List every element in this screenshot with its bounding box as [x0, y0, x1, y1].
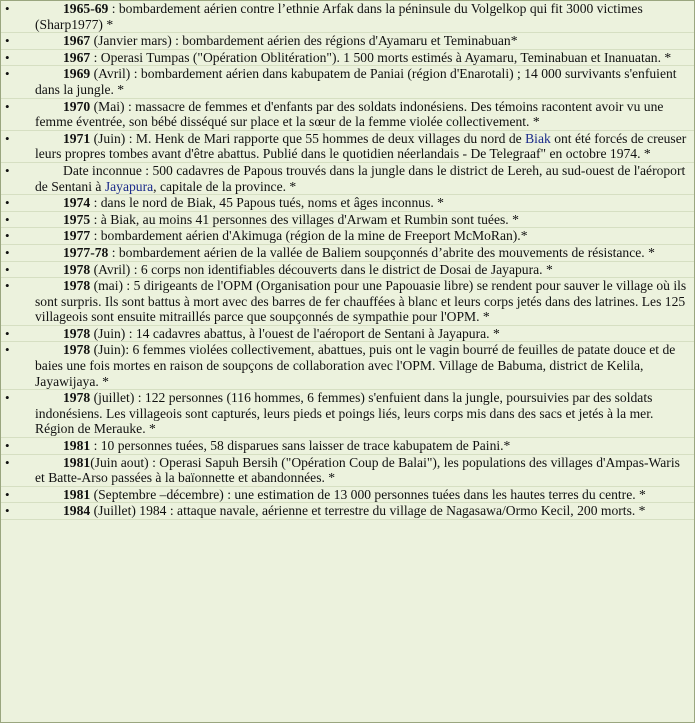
event-year: 1978 — [63, 342, 91, 358]
event-year: 1967 — [63, 33, 91, 49]
bullet-icon: • — [5, 244, 10, 260]
bullet-icon: • — [5, 390, 10, 406]
event-text: : 10 personnes tuées, 58 disparues sans laisser de trace kabupatem de Paini.* — [90, 438, 511, 454]
event-text: : bombardement aérien d'Akimuga (région de la mine de Freeport McMoRan).* — [90, 228, 528, 244]
event-year: 1978 — [63, 390, 91, 406]
list-item — [1, 212, 694, 229]
event-year: 1981 — [63, 454, 91, 470]
event-text: : dans le nord de Biak, 45 Papous tués, noms et âges inconnus. * — [90, 195, 444, 211]
event-date: (juillet) — [90, 390, 135, 406]
bullet-icon: • — [5, 454, 10, 470]
event-text: : bombardement aérien de la vallée de Baliem soupçonnés d’abrite des mouvements de résistance. * — [108, 244, 655, 260]
event-text: : Operasi Sapuh Bersih ("Opération Coup de Balai"), les populations des villages d'Ampas-Waris et Batte-Arso passées à la baïonnette et abandonnées. * — [35, 454, 680, 486]
list-item — [1, 50, 694, 67]
event-text-continued: , capitale de la province. * — [153, 178, 297, 194]
event-year: 1978 — [63, 325, 91, 341]
event-text: : une estimation de 13 000 personnes tuées dans les hautes terres du centre. * — [223, 486, 646, 502]
event-text: : bombardement aérien dans kabupatem de Paniai (région d'Enarotali) ; 14 000 survivants s'enfuient dans la jungle. * — [35, 66, 677, 97]
list-item — [1, 326, 694, 343]
list-item — [1, 262, 694, 279]
bullet-icon: • — [5, 49, 10, 65]
list-item — [1, 66, 694, 98]
list-item — [1, 487, 694, 504]
event-year: 1978 — [63, 278, 91, 294]
bullet-icon: • — [5, 503, 10, 519]
place-link[interactable]: Biak — [525, 130, 551, 146]
event-year: 1969 — [63, 66, 91, 82]
list-item — [1, 131, 694, 163]
bullet-icon: • — [5, 325, 10, 341]
event-year: 1978 — [63, 261, 91, 277]
bullet-icon: • — [5, 438, 10, 454]
event-year: 1967 — [63, 49, 91, 65]
bullet-icon: • — [5, 195, 10, 211]
list-item — [1, 99, 694, 131]
list-item — [1, 342, 694, 390]
bullet-icon: • — [5, 1, 10, 16]
event-year: 1974 — [63, 195, 91, 211]
bullet-icon: • — [5, 228, 10, 244]
event-text: : Operasi Tumpas ("Opération Oblitération"). 1 500 morts estimés à Ayamaru, Teminabuan et Inanuatan. * — [90, 49, 672, 65]
event-text: : 122 personnes (116 hommes, 6 femmes) s'enfuient dans la jungle, poursuivies par des soldats indonésiens. Les villageois sont capturés, leurs pieds et poings liés, leurs corps mis dans des sacs et jetés à la mer. Région de Merauke. * — [35, 390, 654, 437]
bullet-icon: • — [5, 162, 10, 178]
event-text: : massacre de femmes et d'enfants par des soldats indonésiens. Des témoins racontent avoir vu une femme éventrée, son bébé disséqué sur place et la sœur de la femme violée collectivement. * — [35, 98, 664, 130]
bullet-icon: • — [5, 278, 10, 294]
list-item — [1, 455, 694, 487]
event-text: : 6 femmes violées collectivement, abattues, puis ont le vagin bourré de feuilles de patate douce et de baies une fois mortes en raison de soupçons de collaboration avec l'OPM. Village de Babuma, district de Kelila, Jayawijaya. * — [35, 342, 676, 389]
event-text-continued: ont été forcés de creuser leurs propres tombes avant d'être abattus. Publié dans le quotidien néerlandais - De Telegraaf" en octobre 1974. * — [35, 130, 687, 162]
event-date: (Juin) — [90, 130, 126, 146]
bullet-icon: • — [5, 261, 10, 277]
event-text: : 5 dirigeants de l'OPM (Organisation pour une Papouasie libre) se rendent pour sauver le village où ils sont surpris. Ils sont battus à mort avec des barres de fer chauffées à blanc et leurs corps jetés dans des latrines. Les 125 villageois sont ensuite mitraillés parce que soupçonnés de sympathie pour l'OPM. * — [35, 278, 687, 325]
event-date: (Avril) — [90, 66, 131, 82]
list-item — [1, 33, 694, 50]
event-text: : M. Henk de Mari rapporte que 55 hommes de deux villages du nord de — [125, 130, 526, 146]
list-item — [1, 278, 694, 326]
bullet-icon: • — [5, 33, 10, 49]
event-date: (Janvier mars) — [90, 33, 172, 49]
event-date: (Avril) — [90, 261, 131, 277]
event-text: : 14 cadavres abattus, à l'ouest de l'aéroport de Sentani à Jayapura. * — [125, 325, 500, 341]
event-year: 1984 — [63, 503, 91, 519]
bullet-icon: • — [5, 486, 10, 502]
bullet-icon: • — [5, 211, 10, 227]
list-item — [1, 1, 694, 33]
bullet-icon: • — [5, 342, 10, 358]
bullet-icon: • — [5, 98, 10, 114]
event-text: : 6 corps non identifiables découverts dans le district de Dosai de Jayapura. * — [130, 261, 553, 277]
event-date: (Juin) — [90, 342, 126, 358]
list-item — [1, 228, 694, 245]
event-text: : bombardement aérien contre l’ethnie Arfak dans la péninsule du Volgelkop qui fit 3000 victimes (Sharp1977) * — [35, 1, 643, 32]
event-text: 1984 : attaque navale, aérienne et terrestre du village de Nagasawa/Ormo Kecil, 200 morts. * — [135, 503, 646, 519]
event-date: (Septembre –décembre) — [90, 486, 224, 502]
list-item — [1, 195, 694, 212]
event-year: 1977-78 — [63, 244, 109, 260]
place-link[interactable]: Jayapura — [104, 178, 154, 194]
event-year: 1981 — [63, 486, 91, 502]
event-date: (Mai) — [90, 98, 125, 114]
list-item — [1, 390, 694, 438]
event-date: (Juin) — [90, 325, 126, 341]
event-year: 1971 — [63, 130, 91, 146]
bullet-icon: • — [5, 66, 10, 82]
event-date: (Juin aout) — [90, 454, 149, 470]
event-text: : bombardement aérien des régions d'Ayamaru et Teminabuan* — [171, 33, 518, 49]
bullet-icon: • — [5, 130, 10, 146]
event-year: 1970 — [63, 98, 91, 114]
event-year: 1977 — [63, 228, 91, 244]
event-text: : à Biak, au moins 41 personnes des villages d'Arwam et Rumbin sont tuées. * — [90, 211, 519, 227]
list-item — [1, 503, 694, 520]
events-list — [1, 1, 694, 520]
list-item — [1, 245, 694, 262]
event-date: (Juillet) — [90, 503, 136, 519]
list-item — [1, 438, 694, 455]
event-date: (mai) — [90, 278, 124, 294]
list-item — [1, 163, 694, 195]
event-year: 1975 — [63, 211, 91, 227]
event-year: 1965-69 — [63, 1, 109, 16]
event-text: Date inconnue : 500 cadavres de Papous trouvés dans la jungle dans le district de Lereh, au sud-ouest de l'aéroport de Sentani à — [35, 162, 686, 194]
event-year: 1981 — [63, 438, 91, 454]
